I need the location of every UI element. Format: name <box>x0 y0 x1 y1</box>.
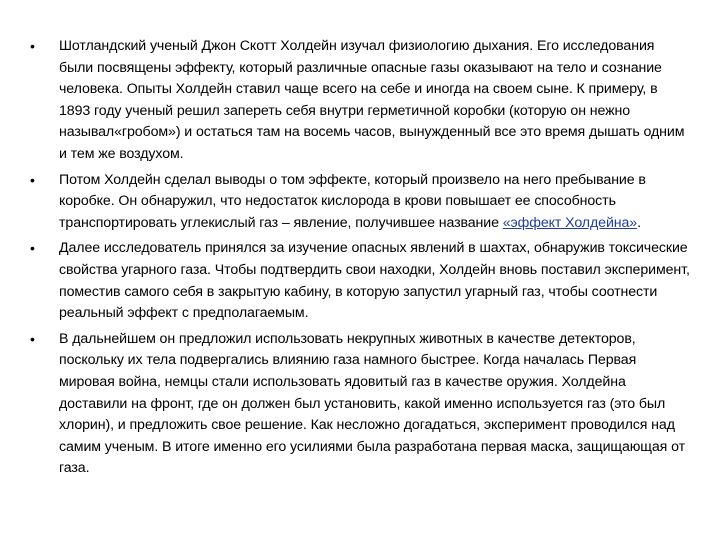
bullet-marker: • <box>30 171 35 188</box>
bullet-item-1 <box>30 36 690 166</box>
bullet-text: Далее исследователь принялся за изучение опасных явлений в шахтах, обнаружив токсические свойства угарного газа. Чтобы подтвердить свои находки, Холдейн вновь поставил эксперимент, поместив самого себя в закрытую кабину, в которую запустил угарный газ, чтобы соотнести реальный эффект с предполагаемым. <box>59 240 690 322</box>
bullet-item-4 <box>30 329 690 480</box>
bullet-item-3 <box>30 238 690 324</box>
bullet-list <box>30 36 690 484</box>
bullet-text: Шотландский ученый Джон Скотт Холдейн изучал физиологию дыхания. Его исследования были посвящены эффекту, который различные опасные газы оказывают на тело и сознание человека. Опыты Холдейн ставил чаще всего на себе и иногда на своем сыне. К примеру, в 1893 году ученый решил запереть себя внутри герметичной коробки (которую он нежно называл«гробом») и остаться там на восемь часов, вынужденный все это время дышать одним и тем же воздухом. <box>59 38 685 162</box>
bullet-text: В дальнейшем он предложил использовать некрупных животных в качестве детекторов, поскольку их тела подвергались влиянию газа намного быстрее. Когда началась Первая мировая война, немцы стали использовать ядовитый газ в качестве оружия. Холдейна доставили на фронт, где он должен был установить, какой именно используется газ (это был хлорин), и предложить свое решение. Как несложно догадаться, эксперимент проводился над самим ученым. В итоге именно его усилиями была разработана первая маска, защищающая от газа. <box>59 330 685 477</box>
bullet-marker: • <box>30 38 35 54</box>
bullet-marker: • <box>30 330 35 347</box>
bullet-text: Потом Холдейн сделал выводы о том эффекте, который произвело на него пребывание в коробке. Он обнаружил, что недостаток кислорода в крови повышает ее способность транспортировать углекислый газ – явление, получившее название <box>59 171 646 231</box>
bullet-text-end: . <box>637 214 641 231</box>
haldane-effect-link[interactable]: «эффект Холдейна» <box>502 214 638 231</box>
bullet-item-2 <box>30 170 690 235</box>
bullet-marker: • <box>30 240 35 257</box>
